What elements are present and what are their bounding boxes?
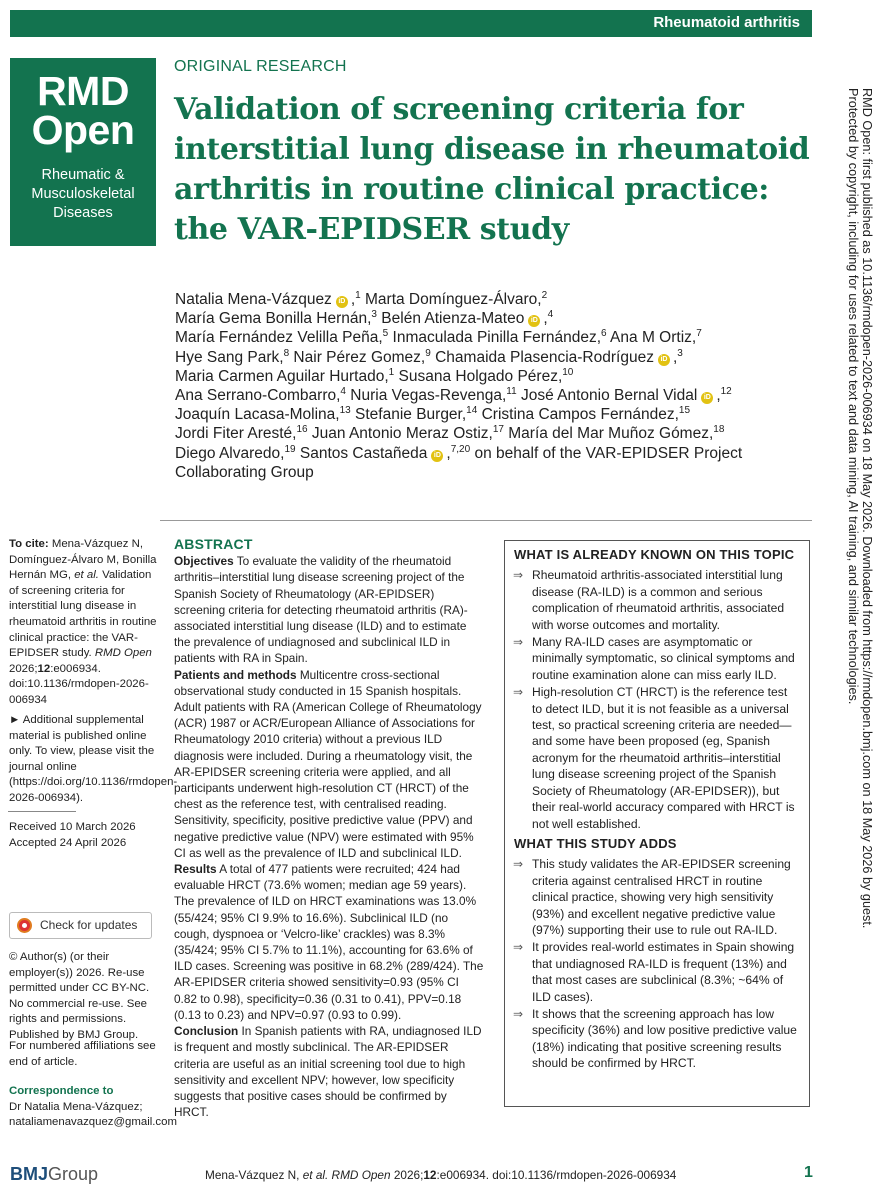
arrow-bullet-icon: ⇒ bbox=[513, 1006, 524, 1021]
orcid-icon[interactable]: iD bbox=[658, 354, 670, 366]
author-line: Joaquín Lacasa-Molina,$^{13}$ Stefanie Burger,$^{14}$ Cristina Campos Fernández,$^{15}$ bbox=[175, 405, 691, 424]
affiliation-number: 11 bbox=[506, 386, 517, 398]
check-for-updates-button[interactable]: Check for updates bbox=[9, 912, 152, 939]
key-message-item: ⇒ It provides real-world estimates in Spain showing that undiagnosed RA-ILD is frequent (13%) and that most cases are subclinical (8.3%; ~64% of ILD cases). bbox=[513, 940, 795, 1004]
logo-line2: Open bbox=[31, 107, 135, 153]
orcid-icon[interactable]: iD bbox=[701, 392, 713, 404]
key-messages-box bbox=[504, 540, 810, 1107]
abstract bbox=[174, 536, 484, 1120]
abstract-heading: ABSTRACT bbox=[174, 536, 253, 552]
author-line: María Fernández Velilla Peña,$^5$ Inmaculada Pinilla Fernández,$^6$ Ana M Ortiz,$^7$ bbox=[175, 328, 702, 347]
affiliation-number: 19 bbox=[284, 443, 296, 455]
correspondence bbox=[9, 1084, 177, 1131]
affiliation-number: 14 bbox=[466, 405, 478, 417]
affiliation-number: 17 bbox=[492, 424, 504, 436]
affiliation-number: 9 bbox=[425, 347, 431, 359]
author-line: María Gema Bonilla Hernán,$^3$ Belén Atienza-Mateo iD ,$^4$ bbox=[175, 309, 554, 328]
key-message-item: ⇒ It shows that the screening approach has low specificity (36%) and low positive predictive value (18%) indicating that positive screening results should be confirmed by HRCT. bbox=[513, 1006, 797, 1071]
affiliation-number: 1 bbox=[355, 290, 361, 301]
arrow-bullet-icon: ⇒ bbox=[513, 635, 524, 650]
key-message-item: ⇒ Many RA-ILD cases are asymptomatic or minimally symptomatic, so clinical symptoms and routine examination alone can miss early ILD. bbox=[513, 635, 795, 682]
author-line: Jordi Fiter Aresté,$^{16}$ Juan Antonio Meraz Ostiz,$^{17}$ María del Mar Muñoz Gómez,$^{18}$ bbox=[175, 424, 725, 443]
copyright-note: © Author(s) (or their employer(s)) 2026. Re-use permitted under CC BY-NC. No commercial re-use. See rights and permissions. Published by BMJ Group. bbox=[9, 951, 150, 1041]
affiliations-note: For numbered affiliations see end of article. bbox=[9, 1040, 156, 1068]
correspondence-detail[interactable]: Dr Natalia Mena-Vázquez; nataliamenavazquez@gmail.com bbox=[9, 1100, 177, 1129]
correspondence-label: Correspondence to bbox=[9, 1085, 114, 1097]
author-line: Ana Serrano-Combarro,$^4$ Nuria Vegas-Revenga,$^{11}$ José Antonio Bernal Vidal iD ,$^{12}$ bbox=[175, 386, 732, 405]
orcid-icon[interactable]: iD bbox=[528, 315, 540, 327]
affiliation-number: 16 bbox=[296, 424, 308, 436]
category-label: Rheumatoid arthritis bbox=[653, 14, 800, 31]
affiliation-number: 3 bbox=[371, 309, 377, 321]
page-number: 1 bbox=[804, 1164, 813, 1181]
author-line: Maria Carmen Aguilar Hurtado,$^1$ Susana Holgado Pérez,$^{10}$ bbox=[175, 366, 574, 385]
arrow-bullet-icon: ⇒ bbox=[513, 857, 524, 872]
affiliation-number: 15 bbox=[678, 405, 691, 417]
author-line: Natalia Mena-Vázquez iD ,$^1$ Marta Domínguez-Álvaro,$^2$ bbox=[175, 290, 548, 308]
affiliation-number: 12 bbox=[720, 386, 732, 398]
divider bbox=[160, 520, 812, 521]
affiliation-number: 1 bbox=[388, 366, 395, 378]
download-notice: RMD Open: first published as 10.1136/rmdopen-2026-006934 on 18 May 2026. Downloaded from https://rmdopen.bmj.com on 18 May 2026 by guest. Protected by copyright, including for uses related to text and data mining, AI training, and similar technologies. bbox=[846, 88, 874, 929]
article-type-label: ORIGINAL RESEARCH bbox=[174, 58, 347, 75]
arrow-bullet-icon: ⇒ bbox=[513, 568, 524, 583]
key-message-item: ⇒ Rheumatoid arthritis-associated interstitial lung disease (RA-ILD) is a common and serious complication of rheumatoid arthritis, associated with worse outcomes and mortality. bbox=[513, 568, 785, 632]
abstract-results: Results A total of 477 patients were recruited; 424 had evaluable HRCT (73.6% women; median age 59 years). The prevalence of ILD on HRCT examinations was 13.0% (55/424; 95% CI 9.9% to 16.6%). Subclinical ILD (no cough, dyspnoea or ‘Velcro-like’ crackles) was 8.3% (35/424; 95% CI 5.7% to 11.1%), accounting for 63.6% of ILD cases. Screening was positive in 68.2% (289/424). The AR-EPIDSER criteria showed sensitivity=0.93 (95% CI 0.82 to 0.98), specificity=0.36 (0.31 to 0.41), PPV=0.18 (0.13 to 0.23) and NPV=0.97 (0.93 to 0.99). bbox=[174, 862, 484, 1022]
abstract-objectives: Objectives To evaluate the validity of the rheumatoid arthritis–interstitial lung disease screening project of the Spanish Society of Rheumatology (AR-EPIDSER) screening criteria for detecting rheumatoid arthritis (RA)-associated interstitial lung disease (ILD) and to estimate the prevalence of undiagnosed and subclinical ILD in patients with RA in Spain. bbox=[174, 554, 468, 666]
affiliation-number: 8 bbox=[283, 347, 290, 359]
logo-line1: RMD bbox=[37, 68, 129, 114]
arrow-bullet-icon: ⇒ bbox=[513, 685, 524, 700]
bmj-group-logo[interactable]: BMJGroup bbox=[10, 1164, 99, 1184]
affiliation-number: 7 bbox=[696, 328, 702, 340]
key-message-item: ⇒ This study validates the AR-EPIDSER screening criteria against centralised HRCT in routine clinical practice, showing very high sensitivity (93%) and excellent negative predictive value (97%) supporting their use to rule out RA-ILD. bbox=[513, 857, 791, 937]
category-banner bbox=[10, 10, 812, 37]
arrow-bullet-icon: ⇒ bbox=[513, 940, 524, 955]
affiliation-number: 4 bbox=[340, 386, 346, 398]
author-line: Collaborating Group bbox=[175, 463, 314, 481]
footer-citation: Mena-Vázquez N, et al. RMD Open 2026;12:e006934. doi:10.1136/rmdopen-2026-006934 bbox=[205, 1168, 677, 1182]
abstract-conclusion: Conclusion In Spanish patients with RA, undiagnosed ILD is frequent and mostly subclinical. The AR-EPIDSER criteria are useful as an initial screening tool due to high sensitivity and excellent NPV; however, low specificity suggests that positive cases should be confirmed by HRCT. bbox=[174, 1024, 482, 1120]
affiliation-number: 10 bbox=[562, 366, 574, 378]
accepted-date: Accepted 24 April 2026 bbox=[9, 836, 127, 849]
author-line: Hye Sang Park,$^8$ Nair Pérez Gomez,$^9$ Chamaida Plasencia-Rodríguez iD ,$^3$ bbox=[175, 347, 683, 366]
article-title: Validation of screening criteria for interstitial lung disease in rheumatoid arthritis in routine clinical practice: the VAR-EPIDSER study bbox=[174, 92, 810, 247]
affiliation-number: 5 bbox=[382, 328, 389, 340]
affiliation-number: 7,20 bbox=[450, 443, 471, 455]
orcid-icon[interactable]: iD bbox=[431, 450, 443, 462]
affiliation-number: 18 bbox=[713, 424, 725, 436]
known-heading: WHAT IS ALREADY KNOWN ON THIS TOPIC bbox=[514, 547, 795, 562]
supplemental-note[interactable]: ► Additional supplemental material is published online only. To view, please visit the journal online (https://doi.org/10.1136/rmdopen-2026-006934). bbox=[9, 714, 178, 804]
dates bbox=[9, 820, 157, 851]
divider bbox=[8, 811, 76, 812]
affiliation-number: 3 bbox=[677, 347, 683, 359]
author-line: Diego Alvaredo,$^{19}$ Santos Castañeda iD ,$^{7,20}$ on behalf of the VAR-EPIDSER Project bbox=[175, 443, 743, 462]
abstract-methods: Patients and methods Multicentre cross-sectional observational study conducted in 15 Spanish hospitals. Adult patients with RA (American College of Rheumatology (ACR) 1987 or ACR/European Alliance of Associations for Rheumatology 2010 criteria) without a previous ILD diagnosis were included. During a rheumatology visit, the AR-EPIDSER screening criteria were applied, and all participants underwent high-resolution CT (HRCT) of the chest as the reference test, with centralised reading. Sensitivity, specificity, positive predictive value (PPV) and negative predictive value (NPV) were estimated with 95% CI as well as the prevalence of ILD and subclinical ILD. bbox=[174, 667, 482, 860]
affiliation-number: 4 bbox=[547, 309, 554, 321]
journal-logo[interactable] bbox=[10, 58, 156, 246]
orcid-icon[interactable]: iD bbox=[336, 296, 348, 308]
logo-subtitle: Rheumatic & Musculoskeletal Diseases bbox=[31, 167, 135, 221]
adds-heading: WHAT THIS STUDY ADDS bbox=[514, 835, 677, 851]
affiliation-number: 2 bbox=[541, 290, 548, 301]
cite-block: To cite: Mena-Vázquez N, Domínguez-Álvaro M, Bonilla Hernán MG, et al. Validation of screening criteria for interstitial lung disease in rheumatoid arthritis in routine clinical practice: the VAR-EPIDSER study. RMD Open 2026;12:e006934. doi:10.1136/rmdopen-2026-006934 bbox=[9, 538, 157, 706]
crossmark-icon bbox=[17, 918, 32, 933]
author-list bbox=[175, 290, 810, 482]
affiliation-number: 6 bbox=[601, 328, 607, 340]
affiliation-number: 13 bbox=[339, 405, 351, 417]
received-date: Received 10 March 2026 bbox=[9, 821, 136, 833]
key-message-item: ⇒ High-resolution CT (HRCT) is the reference test to detect ILD, but it is not feasible as a universal test, so practical screening criteria are needed—and some have been proposed (eg, Spanish acronym for the rheumatoid arthritis–interstitial lung disease screening project of the Spanish Society of Rheumatology (AR-EPIDSER)), but their real-world accuracy compared with HRCT is not well established. bbox=[513, 685, 795, 831]
